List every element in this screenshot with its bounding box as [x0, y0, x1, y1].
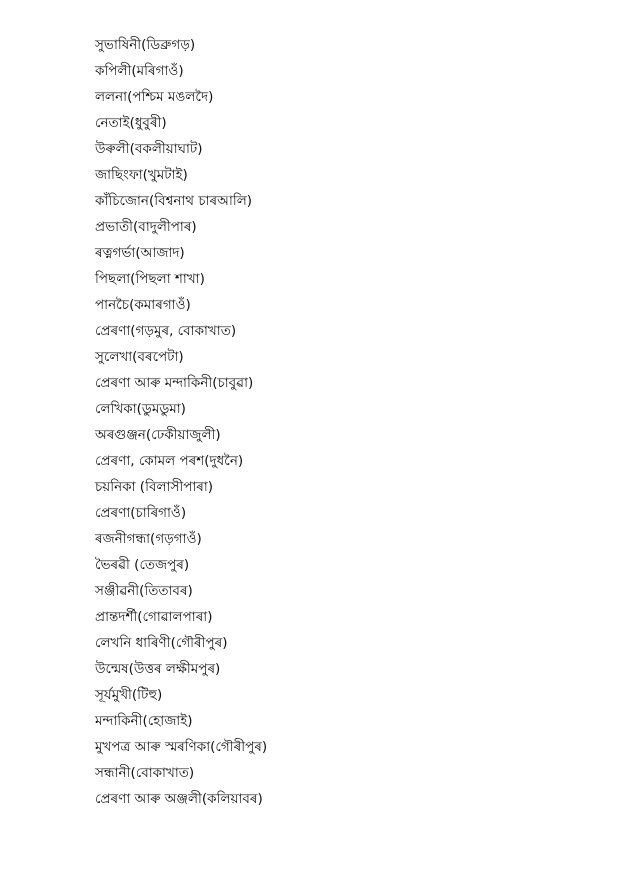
list-item: ৰত্নগৰ্ভা(আজাদ) [95, 245, 185, 261]
list-item: প্ৰেৰণা আৰু অঞ্জলী(কলিয়াবৰ) [95, 791, 263, 807]
list-item: মুখপত্ৰ আৰু স্মৰণিকা(গৌৰীপুৰ) [95, 739, 268, 755]
list-item: লেখিকা(ডুমডুমা) [95, 401, 186, 417]
list-item: সূৰ্যমুখী(টিহু) [95, 687, 163, 703]
list-item: চয়নিকা (বিলাসীপাৰা) [95, 479, 214, 495]
list-item: পিছলা(পিছলা শাখা) [95, 271, 205, 287]
list-item: সুভাষিনী(ডিব্ৰুগড়) [95, 37, 196, 53]
list-item: ৰজনীগন্ধা(গড়গাওঁ) [95, 531, 202, 547]
list-item: উৰুলী(বকলীয়াঘাট) [95, 141, 203, 157]
list-item: নেতাই(ধুবুৰী) [95, 115, 167, 131]
list-item: প্ৰেৰণা, কোমল পৰশ(দুধনৈ) [95, 453, 244, 469]
list-item: ভৈৰৱী (তেজপুৰ) [95, 557, 190, 573]
list-item: মন্দাকিনী(হোজাই) [95, 713, 193, 729]
list-item: প্ৰেৰণা(চাৰিগাওঁ) [95, 505, 187, 521]
list-item: অৰগুঞ্জন(ঢেকীয়াজুলী) [95, 427, 221, 443]
list-item: ললনা(পশ্চিম মঙলদৈ) [95, 89, 214, 105]
list-item: উন্মেষ(উত্তৰ লক্ষীমপুৰ) [95, 661, 221, 677]
entry-list [95, 34, 267, 814]
list-item: প্ৰান্তদৰ্শী(গোৱালপাৰা) [95, 609, 213, 625]
list-item: প্ৰভাতী(বাদুলীপাৰ) [95, 219, 197, 235]
list-item: সঞ্জীৱনী(তিতাবৰ) [95, 583, 193, 599]
list-item: প্ৰেৰণা(গড়মুৰ, বোকাখাত) [95, 323, 237, 339]
list-item: সন্ধানী(বোকাখাত) [95, 765, 195, 781]
list-item: কপিলী(মৰিগাওঁ) [95, 63, 184, 79]
list-item: প্ৰেৰণা আৰু মন্দাকিনী(চাবুৱা) [95, 375, 254, 391]
list-item: কাঁচিজোন(বিশ্বনাথ চাৰআলি) [95, 193, 253, 209]
list-item: জাছিংফা(খুমটাই) [95, 167, 188, 183]
list-item: সুলেখা(বৰপেটা) [95, 349, 184, 365]
list-item: পানচৈ(কমাৰগাওঁ) [95, 297, 191, 313]
list-item: লেখনি ধাৰিণী(গৌৰীপুৰ) [95, 635, 228, 651]
